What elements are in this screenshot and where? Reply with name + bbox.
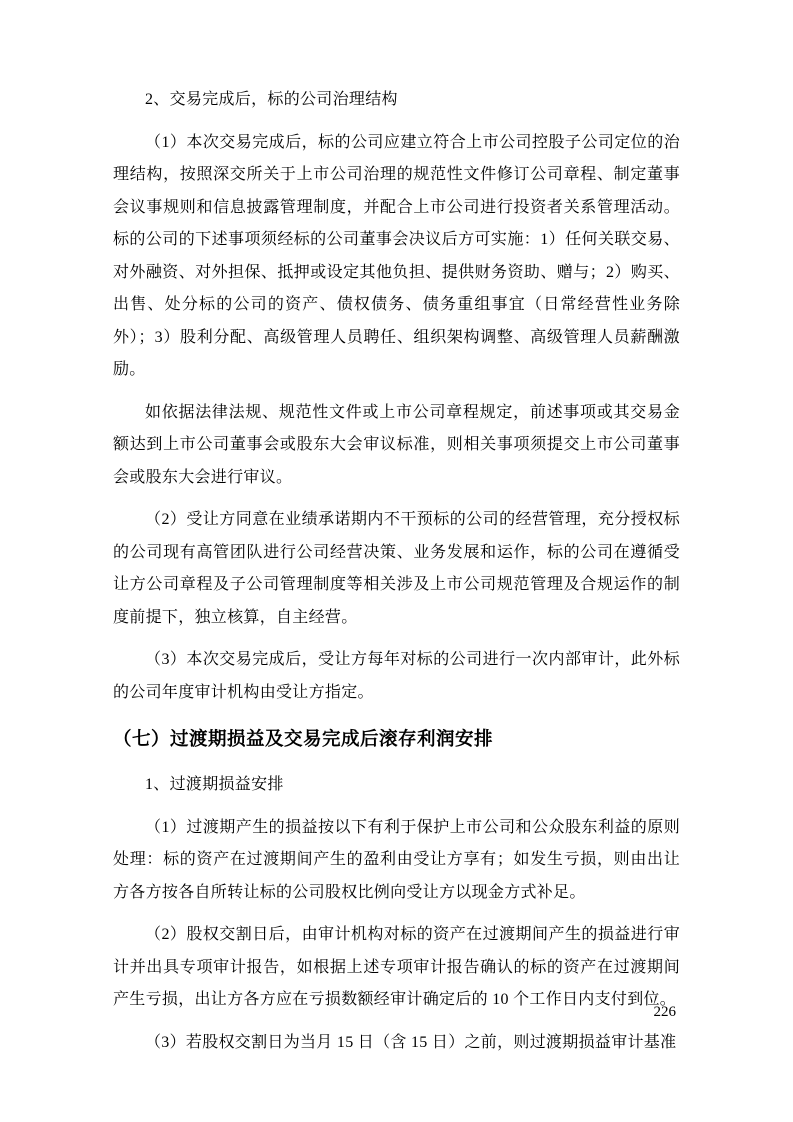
paragraph: （2）受让方同意在业绩承诺期内不干预标的公司的经营管理，充分授权标的公司现有高管团队进行公司经营决策、业务发展和运作，标的公司在遵循受让方公司章程及子公司管理制度等相关涉及上市公司规范管理及合规运作的制度前提下，独立核算，自主经营。 <box>113 511 680 626</box>
subsection-1-title: 1、过渡期损益安排 <box>145 776 284 793</box>
subsection-2-title: 2、交易完成后，标的公司治理结构 <box>145 91 398 108</box>
paragraph: 如依据法律法规、规范性文件或上市公司章程规定，前述事项或其交易金额达到上市公司董事会或股东大会审议标准，则相关事项须提交上市公司董事会或股东大会进行审议。 <box>113 403 680 486</box>
paragraph: （3）若股权交割日为当月 15 日（含 15 日）之前，则过渡期损益审计基准 <box>145 1033 677 1051</box>
paragraph: （3）本次交易完成后，受让方每年对标的公司进行一次内部审计，此外标的公司年度审计机构由受让方指定。 <box>113 651 680 701</box>
paragraph: （2）股权交割日后，由审计机构对标的资产在过渡期间产生的损益进行审计并出具专项审计报告，如根据上述专项审计报告确认的标的资产在过渡期间产生亏损，出让方各方应在亏损数额经审计确定后的 10 个工作日内支付到位。 <box>113 926 680 1008</box>
section-7-heading: （七）过渡期损益及交易完成后滚存利润安排 <box>113 728 494 749</box>
paragraph: （1）本次交易完成后，标的公司应建立符合上市公司控股子公司定位的治理结构，按照深交所关于上市公司治理的规范性文件修订公司章程、制定董事会议事规则和信息披露管理制度，并配合上市公司进行投资者关系管理活动。标的公司的下述事项须经标的公司董事会决议后方可实施：1）任何关联交易、对外融资、对外担保、抵押或设定其他负担、提供财务资助、赠与；2）购买、出售、处分标的公司的资产、债权债务、债务重组事宜（日常经营性业务除外）；3）股利分配、高级管理人员聘任、组织架构调整、高级管理人员薪酬激励。 <box>113 133 680 378</box>
page-number: 226 <box>653 1004 676 1020</box>
paragraph: （1）过渡期产生的损益按以下有利于保护上市公司和公众股东利益的原则处理：标的资产在过渡期间产生的盈利由受让方享有；如发生亏损，则由出让方各方按各自所转让标的公司股权比例向受让方以现金方式补足。 <box>113 818 680 901</box>
